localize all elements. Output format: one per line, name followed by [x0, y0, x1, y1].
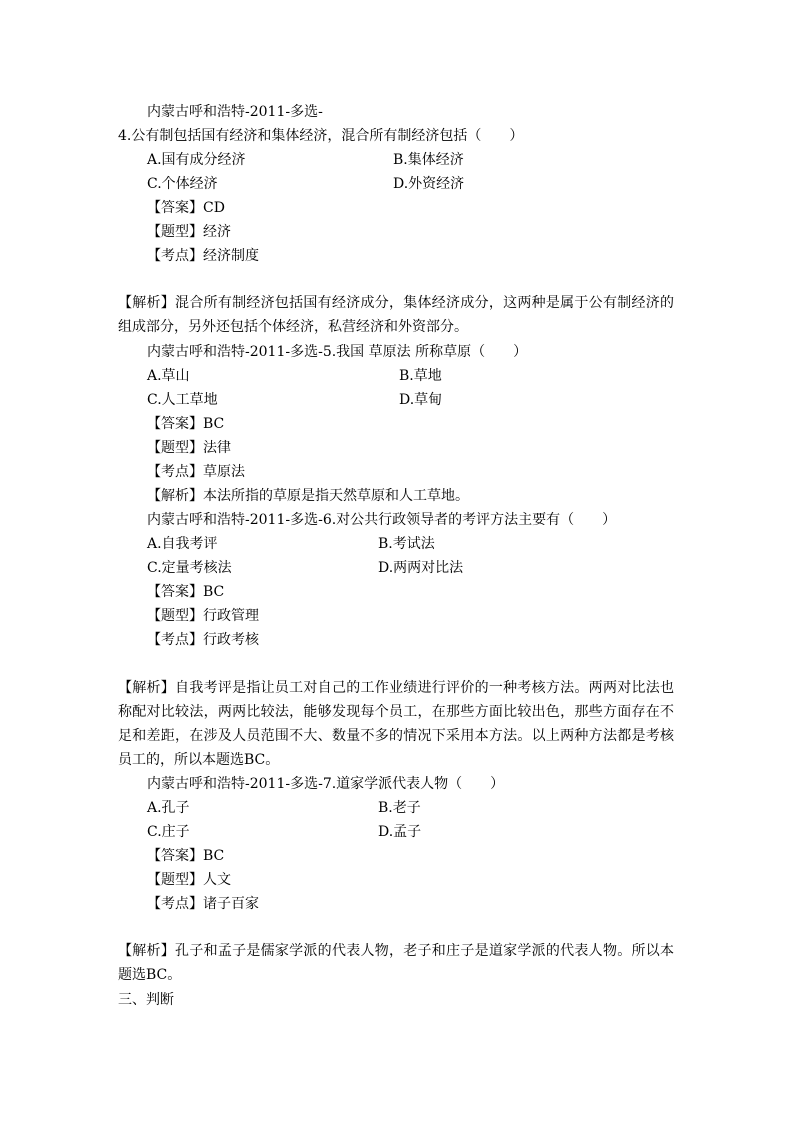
- q5-point: 【考点】草原法: [147, 464, 245, 480]
- q7-option-b: B.老子: [378, 800, 421, 816]
- q6-stem: 内蒙古呼和浩特-2011-多选-6.对公共行政领导者的考评方法主要有（ ）: [147, 512, 617, 528]
- q4-analysis: 【解析】混合所有制经济包括国有经济成分，集体经济成分，这两种是属于公有制经济的组成部分，另外还包括个体经济，私营经济和外资部分。: [118, 295, 674, 335]
- q5-option-d: D.草甸: [399, 392, 443, 408]
- q6-type: 【题型】行政管理: [147, 608, 259, 624]
- q4-answer: 【答案】CD: [147, 200, 225, 216]
- q4-point: 【考点】经济制度: [147, 248, 259, 264]
- q6-option-b: B.考试法: [378, 536, 435, 552]
- q5-answer: 【答案】BC: [147, 416, 225, 432]
- q5-type: 【题型】法律: [147, 440, 231, 456]
- q5-analysis: 【解析】本法所指的草原是指天然草原和人工草地。: [147, 488, 469, 504]
- q7-answer: 【答案】BC: [147, 848, 225, 864]
- q4-type: 【题型】经济: [147, 224, 231, 240]
- q4-source: 内蒙古呼和浩特-2011-多选-: [147, 104, 323, 120]
- q5-option-c: C.人工草地: [147, 392, 218, 408]
- q6-analysis: 【解析】自我考评是指让员工对自己的工作业绩进行评价的一种考核方法。两两对比法也称配对比较法，两两比较法，能够发现每个员工，在那些方面比较出色，那些方面存在不足和差距，在涉及人员范围不大、数量不多的情况下采用本方法。以上两种方法都是考核员工的，所以本题选BC。: [118, 680, 674, 768]
- q5-option-a: A.草山: [147, 368, 190, 384]
- q5-stem: 内蒙古呼和浩特-2011-多选-5.我国 草原法 所称草原（ ）: [147, 344, 528, 360]
- q7-option-c: C.庄子: [147, 824, 190, 840]
- q4-option-d: D.外资经济: [393, 176, 465, 192]
- q7-type: 【题型】人文: [147, 872, 231, 888]
- q7-point: 【考点】诸子百家: [147, 896, 259, 912]
- q6-point: 【考点】行政考核: [147, 632, 259, 648]
- q6-answer: 【答案】BC: [147, 584, 225, 600]
- q6-option-c: C.定量考核法: [147, 560, 232, 576]
- section-heading: 三、判断: [118, 992, 174, 1008]
- q4-stem: 4.公有制包括国有经济和集体经济，混合所有制经济包括（ ）: [118, 128, 524, 144]
- q4-option-a: A.国有成分经济: [147, 152, 246, 168]
- q6-option-a: A.自我考评: [147, 536, 218, 552]
- q6-option-d: D.两两对比法: [378, 560, 464, 576]
- q7-analysis: 【解析】孔子和孟子是儒家学派的代表人物，老子和庄子是道家学派的代表人物。所以本题选BC。: [118, 943, 674, 983]
- q7-stem: 内蒙古呼和浩特-2011-多选-7.道家学派代表人物（ ）: [147, 776, 505, 792]
- q5-option-b: B.草地: [399, 368, 442, 384]
- q7-option-a: A.孔子: [147, 800, 190, 816]
- q7-option-d: D.孟子: [378, 824, 422, 840]
- q4-option-c: C.个体经济: [147, 176, 218, 192]
- q4-option-b: B.集体经济: [393, 152, 464, 168]
